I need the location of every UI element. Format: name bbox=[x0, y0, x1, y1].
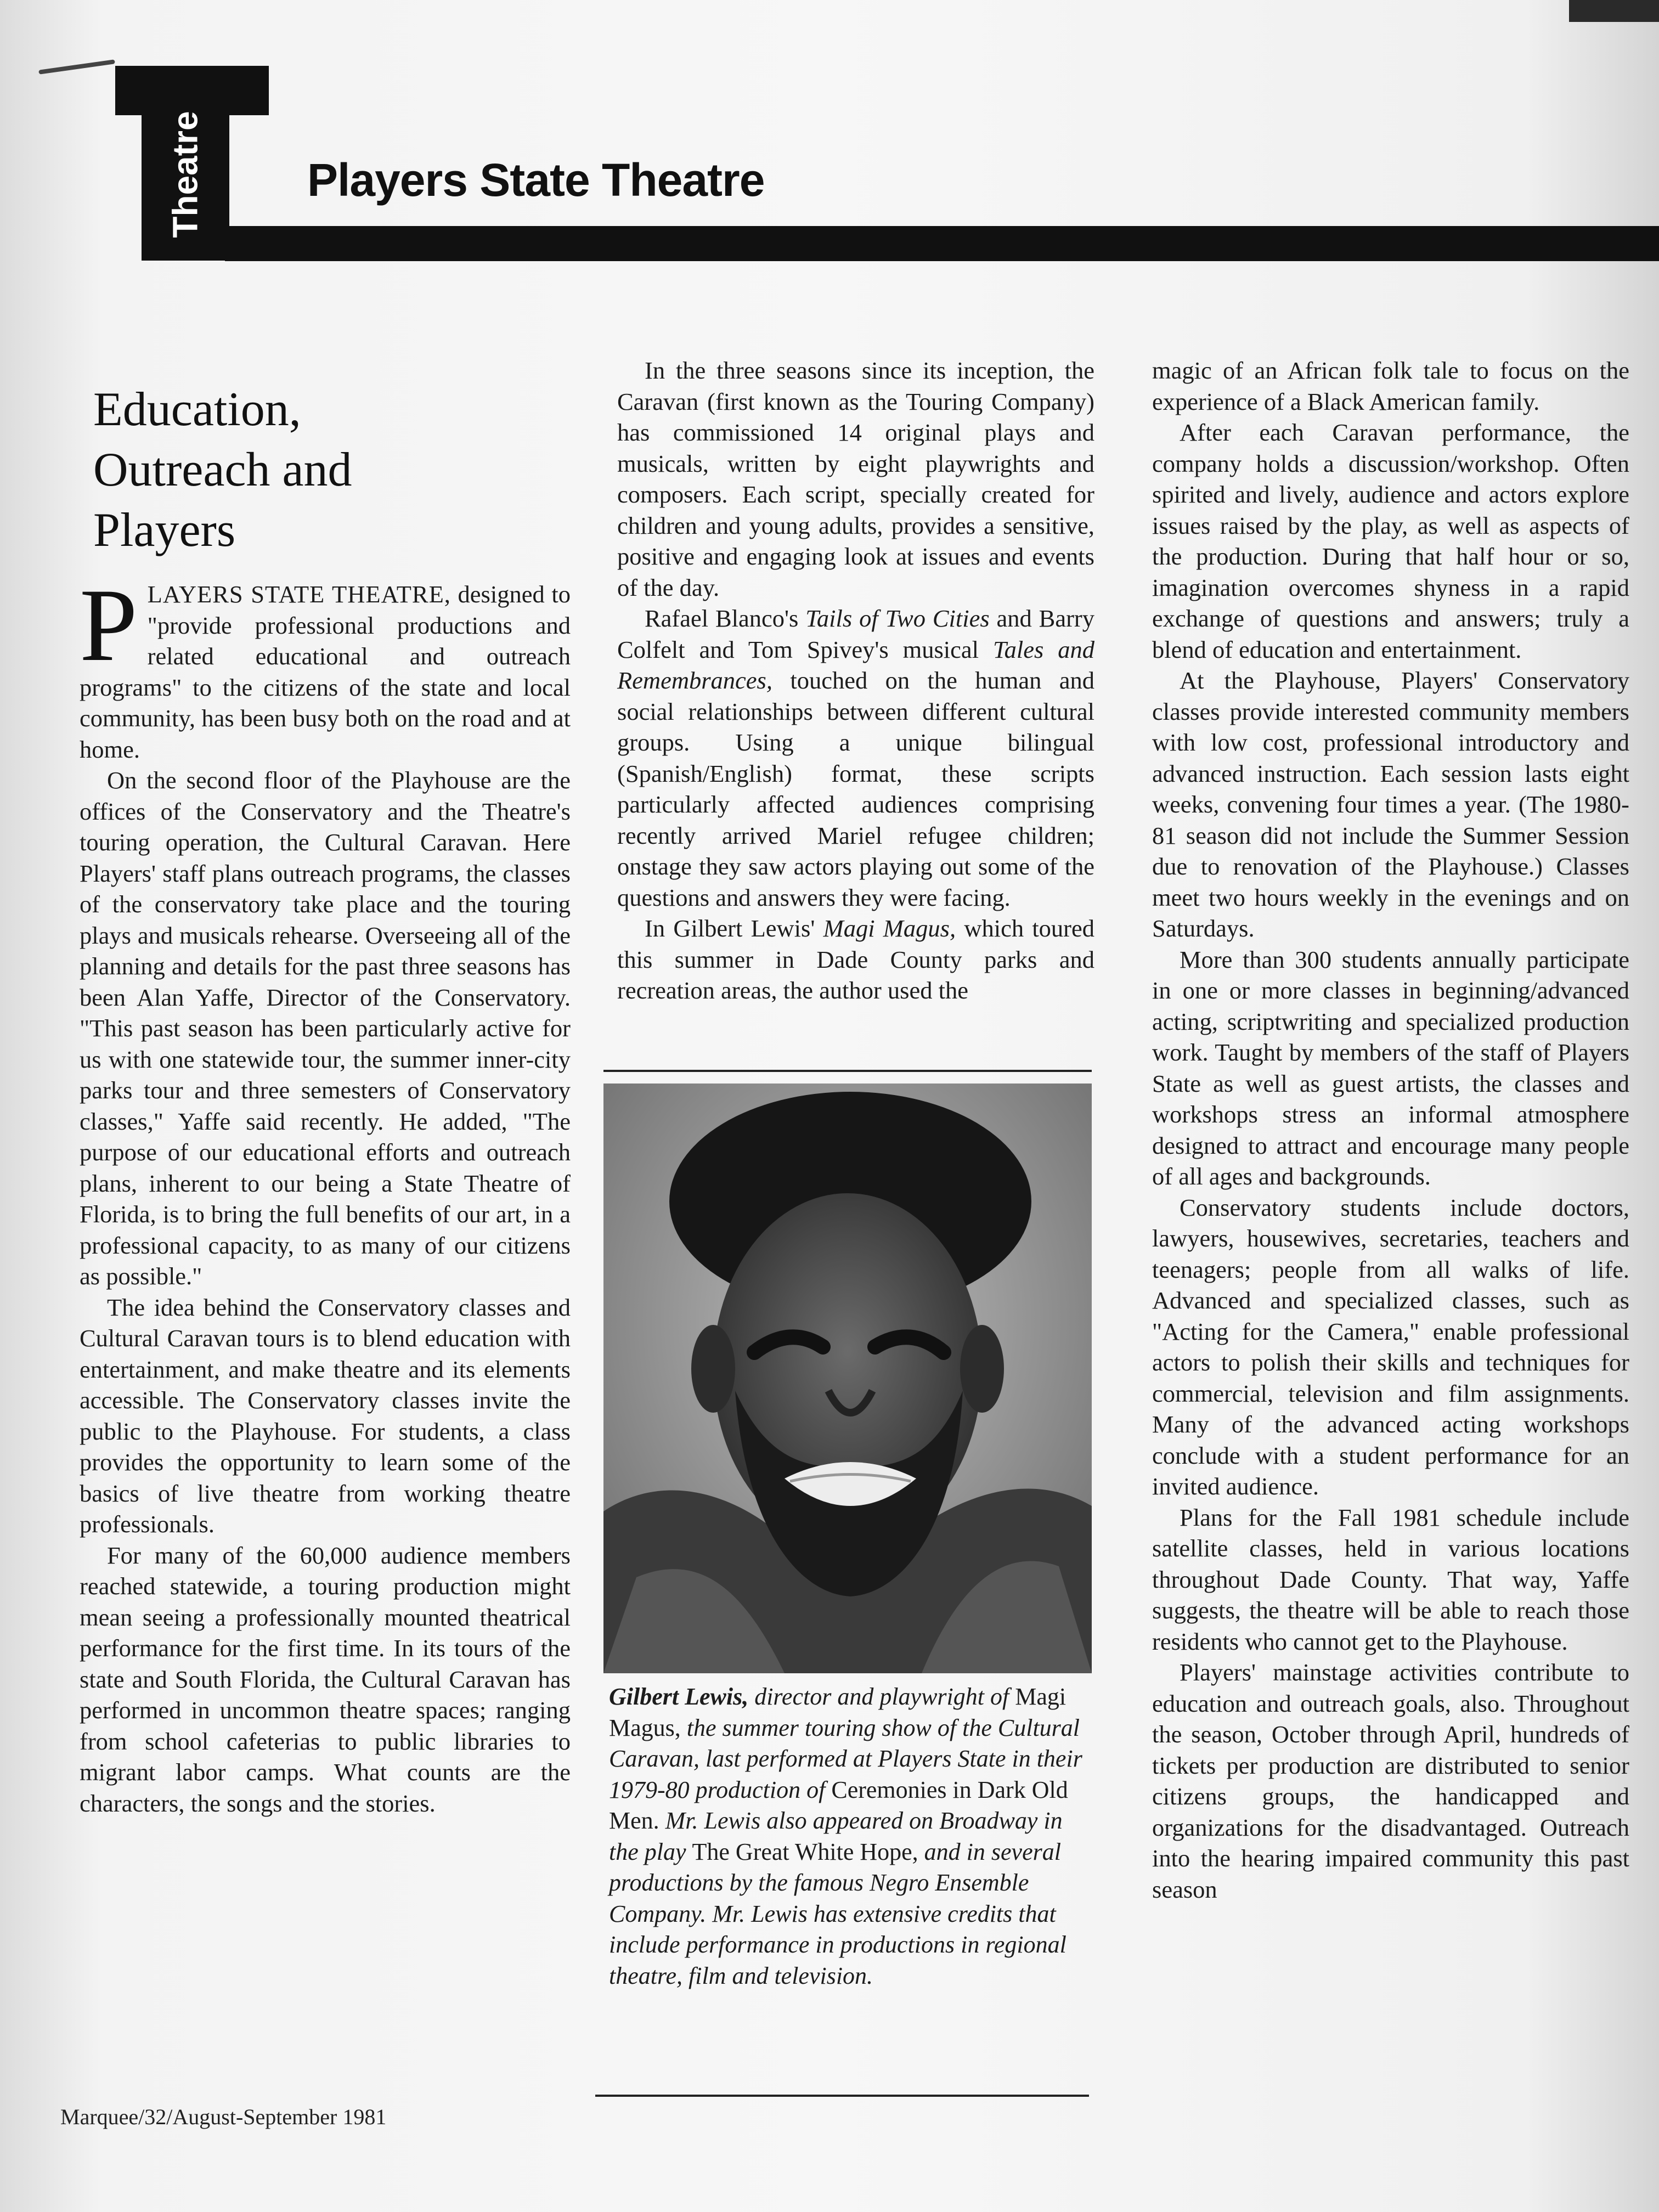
paragraph: At the Playhouse, Players' Conservatory classes provide interested community members with low cost, professional introductory and advanced instruction. Each session lasts eight weeks, convening four times a year. (The 1980-81 season did not include the Summer Session due to renovation of the Playhouse.) Classes meet two hours weekly in the evenings and on Saturdays. bbox=[1152, 667, 1629, 942]
article-column-2 bbox=[617, 355, 1094, 1006]
photo-rule-top bbox=[603, 1070, 1092, 1072]
masthead-title: Players State Theatre bbox=[307, 154, 765, 206]
paragraph: In Gilbert Lewis' Magi Magus, which toured this summer in Dade County parks and recreation areas, the author used the bbox=[617, 915, 1095, 1004]
paragraph: For many of the 60,000 audience members reached statewide, a touring production might mean seeing a professionally mounted theatrical performance for the first time. In its tours of the state and South Florida, the Cultural Caravan has performed in uncommon theatre spaces; ranging from school cafeterias to public libraries to migrant labor camps. What counts are the characters, the songs and the stories. bbox=[80, 1541, 571, 1817]
paragraph: In the three seasons since its inception, the Caravan (first known as the Touring Company) has commissioned 14 original plays and musicals, written by eight playwrights and composers. Each script, specially created for children and young adults, provides a sensitive, positive and engaging look at issues and events of the day. bbox=[617, 357, 1094, 601]
article-headline: Education, Outreach and Players bbox=[93, 383, 352, 557]
page-folio: Marquee/32/August-September 1981 bbox=[60, 2104, 387, 2129]
photo-rule-bottom bbox=[595, 2095, 1089, 2097]
drop-cap: P bbox=[80, 568, 138, 683]
paper-clip-mark bbox=[38, 59, 115, 74]
paragraph: More than 300 students annually participate in one or more classes in beginning/advanced acting, scriptwriting and specialized production work. Taught by members of the staff of Players State as well as guest artists, the classes and workshops stress an informal atmosphere designed to attract and encourage many people of all ages and backgrounds. bbox=[1152, 945, 1629, 1190]
portrait-photo bbox=[603, 1084, 1092, 1673]
paragraph: Conservatory students include doctors, lawyers, housewives, secretaries, teachers and teenagers; people from all walks of life. Advanced and specialized classes, such as "Acting for the Camera," enable professional actors to polish their skills and techniques for commercial, television and film assignments. Many of the advanced acting workshops conclude with a student performance for an invited audience. bbox=[1152, 1193, 1629, 1500]
paragraph: magic of an African folk tale to focus on the experience of a Black American family. bbox=[1152, 357, 1629, 415]
paragraph: On the second floor of the Playhouse are the offices of the Conservatory and the Theatre's touring operation, the Cultural Caravan. Here Players' staff plans outreach programs, the classes of the conservatory take place and the touring plays and musicals rehearse. Overseeing all of the planning and details for the past three seasons has been Alan Yaffe, Director of the Conservatory. "This past season has been particularly active for us with one statewide tour, the summer inner-city parks tour and three semesters of Conservatory classes," Yaffe said recently. He added, "The purpose of our educational efforts and outreach plans, inherent to our being a State Theatre of Florida, is to bring the full benefits of our art, in a professional capacity, to as many of our citizens as possible." bbox=[80, 766, 571, 1290]
photo-caption: Gilbert Lewis, director and playwright of Magi Magus, the summer touring show of the Cultural Caravan, last performed at Players State in their 1979-80 production of Ceremonies in Dark Old Men. Mr. Lewis also appeared on Broadway in the play The Great White Hope, and in several productions by the famous Negro Ensemble Company. Mr. Lewis has extensive credits that include performance in productions in regional theatre, film and television. bbox=[609, 1683, 1082, 1989]
article-column-3 bbox=[1152, 355, 1629, 1905]
article-column-1 bbox=[80, 568, 571, 1819]
masthead-rule bbox=[225, 226, 1659, 261]
paragraph: The idea behind the Conservatory classes and Cultural Caravan tours is to blend education with entertainment, and make theatre and its elements accessible. The Conservatory classes invite the public to the Playhouse. For students, a class provides the opportunity to learn some of the basics of live theatre from working theatre professionals. bbox=[80, 1293, 571, 1538]
paragraph: Plans for the Fall 1981 schedule include satellite classes, held in various locations throughout Dade County. That way, Yaffe suggests, the theatre will be able to reach those residents who cannot get to the Playhouse. bbox=[1152, 1503, 1629, 1655]
paragraph: Players' mainstage activities contribute to education and outreach goals, also. Throughout the season, October through April, hundreds of tickets per production are distributed to senior citizens groups, the handicapped and organizations for the disadvantaged. Outreach into the hearing impaired community this past season bbox=[1152, 1658, 1629, 1903]
lead-paragraph: PLAYERS STATE THEATRE, designed to "provide professional productions and related educational and outreach programs" to the citizens of the state and local community, has been busy both on the road and at home. bbox=[80, 568, 571, 763]
section-label: Theatre bbox=[166, 111, 205, 238]
portrait-illustration bbox=[603, 1084, 1092, 1673]
paragraph: After each Caravan performance, the company holds a discussion/workshop. Often spirited and lively, audience and actors explore issues raised by the play, as well as aspects of the production. During that half hour or so, imagination overcomes shyness in a rapid exchange of questions and answers; truly a blend of education and entertainment. bbox=[1152, 419, 1629, 663]
paragraph: Rafael Blanco's Tails of Two Cities and Barry Colfelt and Tom Spivey's musical Tales and Remembrances, touched on the human and social relationships between different cultural groups. Using a unique bilingual (Spanish/English) format, these scripts particularly affected audiences comprising recently arrived Mariel refugee children; onstage they saw actors playing out some of the questions and answers they were facing. bbox=[617, 605, 1094, 911]
page-edge-shadow bbox=[1569, 0, 1659, 22]
